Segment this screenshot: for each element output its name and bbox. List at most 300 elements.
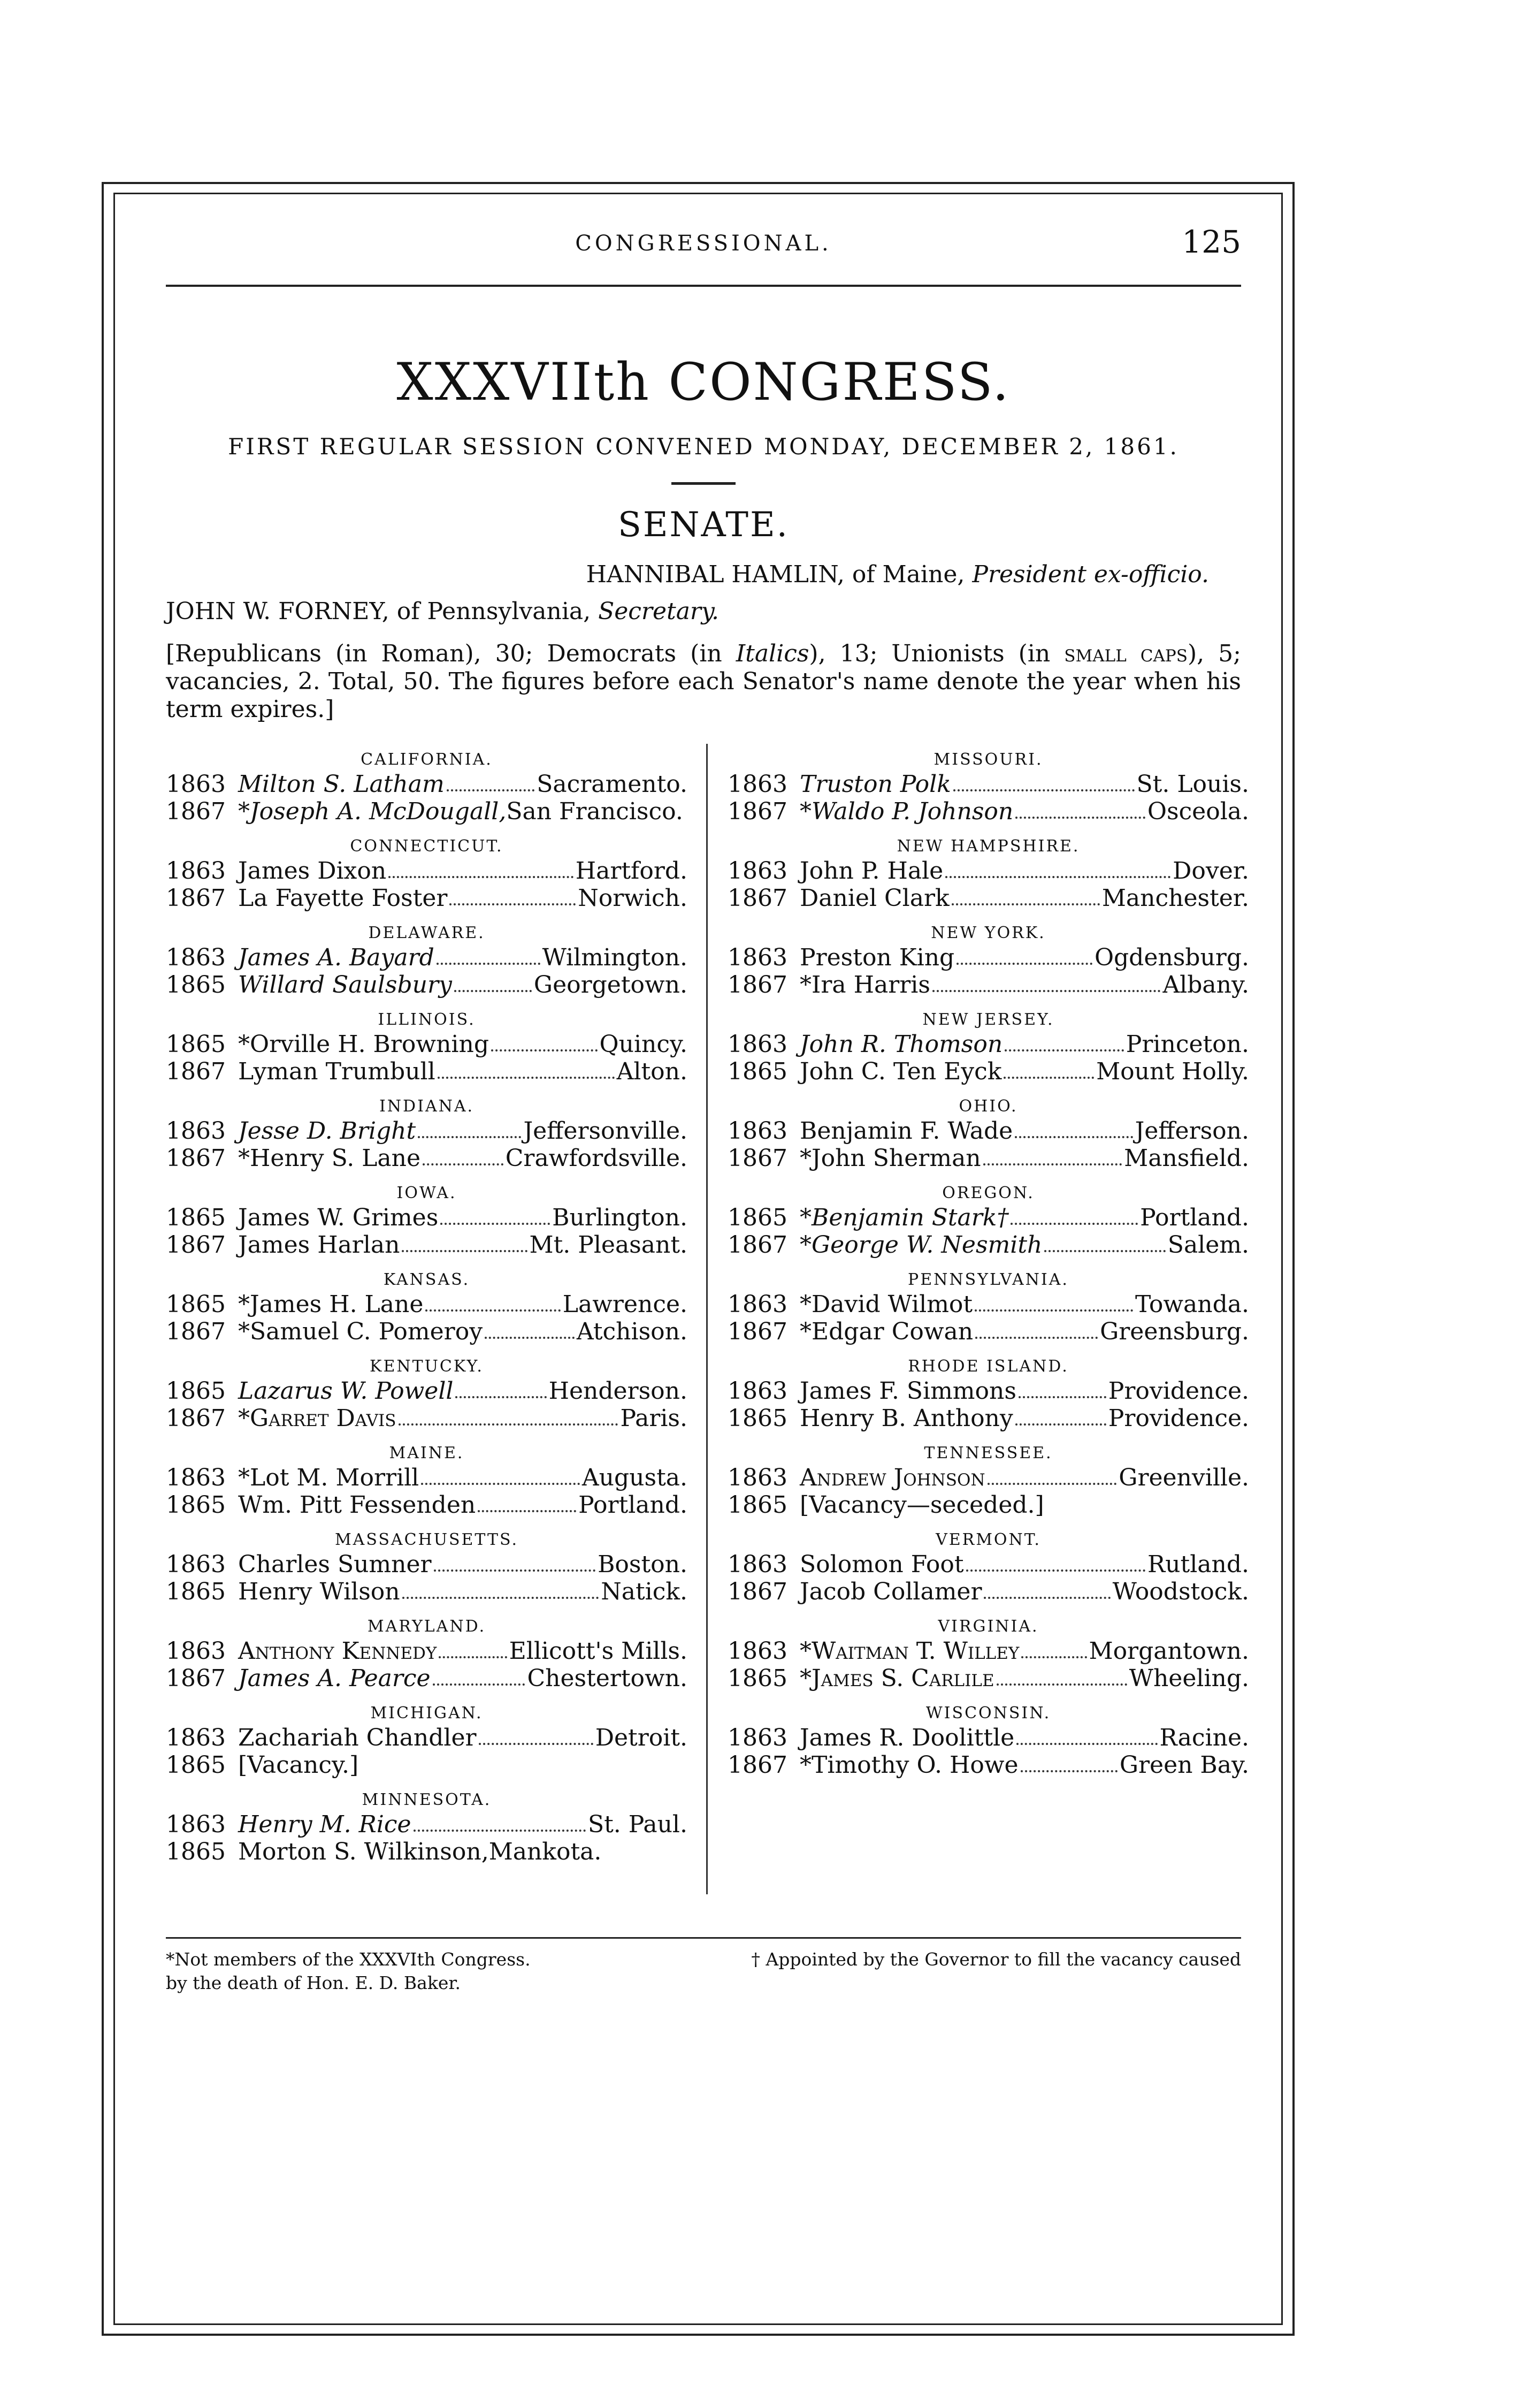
senator-name: John P. Hale <box>800 857 944 885</box>
term-year: 1863 <box>166 944 226 971</box>
senator-row <box>166 885 687 912</box>
leader-dots <box>402 1578 599 1599</box>
senator-columns <box>166 738 1249 1900</box>
residence: Morgantown. <box>1089 1637 1249 1665</box>
residence: Sacramento. <box>537 771 687 798</box>
residence: Lawrence. <box>562 1291 687 1318</box>
residence: Ellicott's Mills. <box>509 1637 687 1665</box>
senator-name: Milton S. Latham <box>238 771 445 798</box>
senator-row <box>166 771 687 798</box>
leader-dots <box>438 1058 615 1079</box>
term-year: 1867 <box>728 798 787 825</box>
senator-name: Benjamin F. Wade <box>800 1117 1013 1145</box>
senator-row <box>728 1204 1249 1231</box>
residence: Greensburg. <box>1100 1318 1249 1345</box>
residence: Mankota. <box>488 1838 602 1865</box>
running-head <box>166 219 1241 278</box>
senator-row <box>728 1145 1249 1172</box>
term-year: 1867 <box>166 1318 226 1345</box>
leader-dots <box>1044 1231 1165 1252</box>
senator-name: Henry B. Anthony <box>800 1405 1013 1432</box>
leader-dots <box>983 1145 1122 1165</box>
state-heading: MASSACHUSETTS. <box>334 1530 519 1549</box>
senator-row <box>728 1751 1249 1779</box>
residence: Greenville. <box>1119 1464 1249 1491</box>
senator-name: *James S. Carlile <box>800 1665 994 1692</box>
senator-row <box>728 798 1249 825</box>
residence: Crawfordsville. <box>505 1145 687 1172</box>
state-heading: TENNESSEE. <box>924 1444 1053 1462</box>
senator-name: [Vacancy—seceded.] <box>800 1491 1044 1519</box>
congress-title: XXXVIIth CONGRESS. <box>396 352 1011 412</box>
term-year: 1863 <box>166 1637 226 1665</box>
term-year: 1863 <box>166 1811 226 1838</box>
senator-name: Truston Polk <box>800 771 951 798</box>
left-column <box>166 738 687 1865</box>
term-year: 1865 <box>166 971 226 999</box>
leader-dots <box>437 944 540 965</box>
footnote-rule <box>166 1937 1241 1939</box>
residence: Jefferson. <box>1135 1117 1249 1145</box>
senator-name: James A. Pearce <box>238 1665 431 1692</box>
note-part-1: [Republicans (in Roman), 30; Democrats (in <box>166 640 736 667</box>
senator-name: Charles Sumner <box>238 1551 432 1578</box>
residence: Dover. <box>1173 857 1249 885</box>
president-name: HANNIBAL HAMLIN, of Maine, <box>586 561 965 588</box>
senator-row <box>728 885 1249 912</box>
residence: Racine. <box>1159 1724 1249 1751</box>
senator-name: Andrew Johnson <box>800 1464 985 1491</box>
residence: Osceola. <box>1147 798 1249 825</box>
senator-row <box>728 1377 1249 1405</box>
residence: Rutland. <box>1147 1551 1249 1578</box>
senator-name: James Harlan <box>238 1231 400 1259</box>
senator-name: *John Sherman <box>800 1145 981 1172</box>
term-year: 1863 <box>728 1291 787 1318</box>
senator-name: Henry Wilson <box>238 1578 400 1605</box>
leader-dots <box>478 1491 576 1512</box>
note-italics-word: Italics <box>736 640 809 667</box>
footnotes <box>166 1948 1241 1995</box>
senator-row <box>728 1464 1249 1491</box>
senator-name: *David Wilmot <box>800 1291 973 1318</box>
senator-name: James F. Simmons <box>800 1377 1016 1405</box>
senator-row <box>166 1811 687 1838</box>
term-year: 1863 <box>728 771 787 798</box>
senator-name: Zachariah Chandler <box>238 1724 477 1751</box>
term-year: 1863 <box>728 1377 787 1405</box>
term-year: 1865 <box>728 1204 787 1231</box>
term-year: 1865 <box>166 1491 226 1519</box>
term-year: 1867 <box>166 1231 226 1259</box>
term-year: 1865 <box>166 1377 226 1405</box>
senator-name: James W. Grimes <box>238 1204 439 1231</box>
term-year: 1865 <box>166 1204 226 1231</box>
senator-name: *George W. Nesmith <box>800 1231 1043 1259</box>
senator-name: James A. Bayard <box>238 944 434 971</box>
senator-row <box>166 1665 687 1692</box>
term-year: 1863 <box>728 1464 787 1491</box>
residence: Albany. <box>1162 971 1249 999</box>
leader-dots <box>423 1145 503 1165</box>
residence: Ogdensburg. <box>1094 944 1249 971</box>
state-heading: MAINE. <box>389 1444 464 1462</box>
senator-row <box>166 1058 687 1085</box>
state-heading: MICHIGAN. <box>370 1704 483 1723</box>
leader-dots <box>1021 1637 1086 1658</box>
term-year: 1863 <box>728 1117 787 1145</box>
term-year: 1865 <box>728 1665 787 1692</box>
leader-dots <box>485 1318 575 1339</box>
senator-name: Willard Saulsbury <box>238 971 452 999</box>
residence: Atchison. <box>576 1318 687 1345</box>
state-heading: RHODE ISLAND. <box>908 1357 1069 1376</box>
leader-dots <box>402 1231 527 1252</box>
residence: Mansfield. <box>1124 1145 1249 1172</box>
term-year: 1867 <box>728 1231 787 1259</box>
residence: Towanda. <box>1135 1291 1249 1318</box>
senator-name: James Dixon <box>238 857 387 885</box>
leader-dots <box>449 885 576 905</box>
term-year: 1867 <box>166 1405 226 1432</box>
term-year: 1863 <box>166 1724 226 1751</box>
senator-row <box>728 1724 1249 1751</box>
senator-name: *Orville H. Browning <box>238 1031 489 1058</box>
leader-dots <box>1015 798 1145 819</box>
leader-dots <box>1015 1117 1133 1138</box>
leader-dots <box>1004 1058 1094 1079</box>
senator-row <box>166 798 687 825</box>
leader-dots <box>952 885 1100 905</box>
note-part-3: ), 5; vacancies, 2. Total, 50. The figures before each Senator's name denote the year when his term expires.] <box>166 640 1241 723</box>
senator-row <box>728 1491 1249 1519</box>
page-number: 125 <box>1182 224 1241 260</box>
senator-row <box>166 1231 687 1259</box>
senator-name: Daniel Clark <box>800 885 950 912</box>
term-year: 1867 <box>166 1058 226 1085</box>
senator-row <box>166 1318 687 1345</box>
term-year: 1863 <box>728 857 787 885</box>
head-rule <box>166 285 1241 287</box>
residence: Portland. <box>578 1491 687 1519</box>
president-line <box>166 561 1241 588</box>
leader-dots <box>433 1665 525 1686</box>
senator-name: *Waitman T. Willey <box>800 1637 1020 1665</box>
senator-row <box>728 1318 1249 1345</box>
senator-name: Wm. Pitt Fessenden <box>238 1491 476 1519</box>
senator-name: Preston King <box>800 944 955 971</box>
leader-dots <box>932 971 1160 992</box>
right-column <box>728 738 1249 1779</box>
term-year: 1867 <box>728 1318 787 1345</box>
term-year: 1863 <box>728 1551 787 1578</box>
residence: Detroit. <box>595 1724 687 1751</box>
column-divider <box>706 744 708 1894</box>
senator-row <box>728 771 1249 798</box>
residence: Manchester. <box>1101 885 1249 912</box>
term-year: 1867 <box>728 1578 787 1605</box>
senator-row <box>728 1578 1249 1605</box>
term-year: 1863 <box>166 1551 226 1578</box>
residence: Burlington. <box>552 1204 687 1231</box>
term-year: 1865 <box>728 1405 787 1432</box>
senate-title: SENATE. <box>617 505 790 545</box>
term-year: 1863 <box>166 1464 226 1491</box>
term-year: 1865 <box>166 1031 226 1058</box>
residence: Wilmington. <box>542 944 687 971</box>
senator-name: John R. Thomson <box>800 1031 1003 1058</box>
senator-name: *Garret Davis <box>238 1405 396 1432</box>
senator-row <box>166 1724 687 1751</box>
state-heading: CONNECTICUT. <box>350 837 503 856</box>
session-line: FIRST REGULAR SESSION CONVENED MONDAY, DECEMBER 2, 1861. <box>228 433 1179 460</box>
senator-name: [Vacancy.] <box>238 1751 359 1779</box>
state-heading: VERMONT. <box>936 1530 1041 1549</box>
term-year: 1867 <box>166 1145 226 1172</box>
state-heading: MINNESOTA. <box>362 1790 492 1809</box>
term-year: 1867 <box>728 885 787 912</box>
leader-dots <box>418 1117 521 1138</box>
leader-dots <box>1011 1204 1138 1225</box>
term-year: 1863 <box>728 1031 787 1058</box>
senator-row <box>728 1637 1249 1665</box>
state-heading: MARYLAND. <box>367 1617 486 1636</box>
state-heading: NEW JERSEY. <box>922 1010 1054 1029</box>
state-heading: PENNSYLVANIA. <box>908 1270 1069 1289</box>
residence: Mount Holly. <box>1096 1058 1249 1085</box>
leader-dots <box>975 1291 1133 1312</box>
senator-row <box>728 1031 1249 1058</box>
state-heading: VIRGINIA. <box>938 1617 1039 1636</box>
residence: Woodstock. <box>1112 1578 1249 1605</box>
leader-dots <box>455 1377 546 1398</box>
leader-dots <box>447 771 535 791</box>
secretary-name: JOHN W. FORNEY, of Pennsylvania, <box>166 598 591 625</box>
term-year: 1863 <box>166 857 226 885</box>
senator-name: Anthony Kennedy <box>238 1637 437 1665</box>
leader-dots <box>434 1551 596 1572</box>
leader-dots <box>440 1204 550 1225</box>
senator-name: *Samuel C. Pomeroy <box>238 1318 483 1345</box>
residence: Quincy. <box>599 1031 687 1058</box>
residence: Providence. <box>1108 1405 1249 1432</box>
residence: Green Bay. <box>1119 1751 1249 1779</box>
residence: Hartford. <box>575 857 687 885</box>
residence: Georgetown. <box>533 971 687 999</box>
footnote-row <box>166 1948 1241 1971</box>
leader-dots <box>399 1405 618 1426</box>
senator-row <box>166 1464 687 1491</box>
leader-dots <box>479 1724 593 1745</box>
term-year: 1865 <box>166 1751 226 1779</box>
term-year: 1863 <box>728 1637 787 1665</box>
leader-dots <box>1016 1724 1157 1745</box>
senator-row <box>166 857 687 885</box>
senator-row <box>166 1551 687 1578</box>
senator-row <box>166 1405 687 1432</box>
senator-name: Jacob Collamer <box>800 1578 982 1605</box>
residence: Alton. <box>616 1058 687 1085</box>
senator-row <box>166 1145 687 1172</box>
residence: San Francisco. <box>506 798 683 825</box>
state-heading: MISSOURI. <box>934 750 1043 769</box>
residence: Portland. <box>1140 1204 1249 1231</box>
leader-dots <box>966 1551 1146 1572</box>
term-year: 1867 <box>728 1145 787 1172</box>
term-year: 1865 <box>166 1578 226 1605</box>
senator-row <box>166 1838 687 1865</box>
residence: St. Louis. <box>1136 771 1249 798</box>
term-year: 1865 <box>166 1291 226 1318</box>
president-role: President ex-officio. <box>972 561 1209 588</box>
leader-dots <box>439 1637 507 1658</box>
senator-name: *Benjamin Stark† <box>800 1204 1009 1231</box>
residence: Henderson. <box>548 1377 687 1405</box>
leader-dots <box>1005 1031 1124 1051</box>
leader-dots <box>953 771 1135 791</box>
senator-row <box>166 1751 687 1779</box>
state-heading: OREGON. <box>942 1184 1035 1202</box>
senator-row <box>166 944 687 971</box>
leader-dots <box>1021 1751 1118 1772</box>
senator-row <box>728 1231 1249 1259</box>
residence: Jeffersonville. <box>523 1117 687 1145</box>
senator-row <box>166 1291 687 1318</box>
senator-row <box>166 1204 687 1231</box>
state-heading: INDIANA. <box>379 1097 475 1116</box>
leader-dots <box>984 1578 1110 1599</box>
secretary-line <box>166 598 1241 625</box>
senator-row <box>728 1665 1249 1692</box>
leader-dots <box>491 1031 598 1051</box>
senator-row <box>166 1117 687 1145</box>
residence: Natick. <box>601 1578 687 1605</box>
residence: St. Paul. <box>587 1811 687 1838</box>
leader-dots <box>997 1665 1127 1686</box>
residence: Augusta. <box>581 1464 687 1491</box>
note-small-caps-word: small caps <box>1064 640 1188 667</box>
term-year: 1867 <box>166 1665 226 1692</box>
secretary-role: Secretary. <box>598 598 719 625</box>
senator-row <box>728 857 1249 885</box>
senator-name: Jesse D. Bright <box>238 1117 416 1145</box>
senator-name: Henry M. Rice <box>238 1811 411 1838</box>
residence: Salem. <box>1167 1231 1249 1259</box>
leader-dots <box>454 971 532 992</box>
leader-dots <box>425 1291 560 1312</box>
senator-row <box>728 971 1249 999</box>
senator-row <box>166 1031 687 1058</box>
state-heading: KANSAS. <box>383 1270 470 1289</box>
state-heading: OHIO. <box>959 1097 1018 1116</box>
footnote-star: *Not members of the XXXVIth Congress. <box>166 1949 531 1970</box>
leader-dots <box>1019 1377 1106 1398</box>
footnote-continuation: by the death of Hon. E. D. Baker. <box>166 1972 461 1993</box>
state-heading: CALIFORNIA. <box>361 750 493 769</box>
leader-dots <box>414 1811 586 1832</box>
senator-row <box>166 1578 687 1605</box>
leader-dots <box>975 1318 1098 1339</box>
residence: Boston. <box>598 1551 687 1578</box>
term-year: 1865 <box>728 1491 787 1519</box>
state-heading: ILLINOIS. <box>378 1010 476 1029</box>
senator-row <box>728 944 1249 971</box>
residence: Princeton. <box>1126 1031 1249 1058</box>
senator-name: *Ira Harris <box>800 971 930 999</box>
leader-dots <box>957 944 1092 965</box>
footnote-dagger: † Appointed by the Governor to fill the vacancy caused <box>751 1949 1241 1970</box>
leader-dots <box>421 1464 580 1485</box>
senator-name: Lazarus W. Powell <box>238 1377 454 1405</box>
senator-name: *James H. Lane <box>238 1291 424 1318</box>
term-year: 1863 <box>166 771 226 798</box>
section-divider <box>671 482 736 485</box>
state-heading: WISCONSIN. <box>925 1704 1051 1723</box>
senator-name: *Henry S. Lane <box>238 1145 420 1172</box>
residence: Providence. <box>1108 1377 1249 1405</box>
senator-row <box>166 971 687 999</box>
senator-name: *Joseph A. McDougall, <box>238 798 507 825</box>
term-year: 1863 <box>166 1117 226 1145</box>
senator-name: *Lot M. Morrill <box>238 1464 419 1491</box>
residence: Mt. Pleasant. <box>529 1231 687 1259</box>
leader-dots <box>1015 1405 1106 1426</box>
senator-row <box>728 1117 1249 1145</box>
state-heading: DELAWARE. <box>368 924 485 942</box>
senator-name: *Waldo P. Johnson <box>800 798 1014 825</box>
party-note <box>166 640 1241 723</box>
residence: Chestertown. <box>527 1665 687 1692</box>
running-title: CONGRESSIONAL. <box>575 231 832 256</box>
state-heading: NEW HAMPSHIRE. <box>897 837 1080 856</box>
note-part-2: ), 13; Unionists (in <box>809 640 1065 667</box>
residence: Wheeling. <box>1129 1665 1249 1692</box>
leader-dots <box>988 1464 1117 1485</box>
senator-row <box>166 1491 687 1519</box>
term-year: 1867 <box>166 798 226 825</box>
residence: Norwich. <box>578 885 687 912</box>
senator-name: Morton S. Wilkinson, <box>238 1838 489 1865</box>
senator-row <box>728 1291 1249 1318</box>
senator-name: *Edgar Cowan <box>800 1318 974 1345</box>
senator-row <box>166 1377 687 1405</box>
leader-dots <box>945 857 1170 878</box>
senator-name: John C. Ten Eyck <box>800 1058 1002 1085</box>
term-year: 1865 <box>728 1058 787 1085</box>
term-year: 1863 <box>728 944 787 971</box>
term-year: 1865 <box>166 1838 226 1865</box>
residence: Paris. <box>620 1405 687 1432</box>
senator-row <box>728 1058 1249 1085</box>
term-year: 1867 <box>728 971 787 999</box>
state-heading: KENTUCKY. <box>370 1357 484 1376</box>
senator-name: Solomon Foot <box>800 1551 964 1578</box>
senator-name: Lyman Trumbull <box>238 1058 435 1085</box>
senator-row <box>728 1551 1249 1578</box>
senator-row <box>728 1405 1249 1432</box>
state-heading: NEW YORK. <box>931 924 1046 942</box>
term-year: 1867 <box>166 885 226 912</box>
term-year: 1863 <box>728 1724 787 1751</box>
senator-row <box>166 1637 687 1665</box>
state-heading: IOWA. <box>396 1184 457 1202</box>
senator-name: *Timothy O. Howe <box>800 1751 1019 1779</box>
senator-name: La Fayette Foster <box>238 885 448 912</box>
term-year: 1867 <box>728 1751 787 1779</box>
senator-name: James R. Doolittle <box>800 1724 1015 1751</box>
page-content <box>166 219 1249 1900</box>
leader-dots <box>388 857 573 878</box>
